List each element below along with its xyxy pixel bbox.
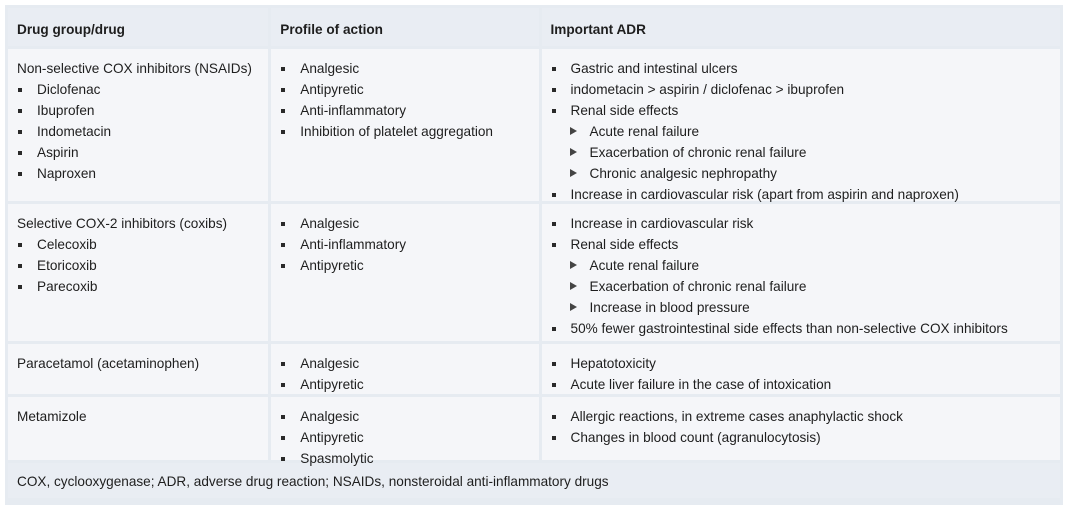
header-profile-of-action: Profile of action	[271, 8, 538, 46]
adr-cell	[542, 397, 1060, 460]
adr-subitem: Acute renal failure	[551, 121, 1051, 142]
adr-subitem: Increase in blood pressure	[551, 297, 1051, 318]
adr-subitem: Exacerbation of chronic renal failure	[551, 142, 1051, 163]
profile-list	[280, 353, 529, 395]
adr-item: Acute liver failure in the case of intoxication	[551, 374, 1051, 395]
drug-item: Ibuprofen	[17, 100, 259, 121]
adr-subitem: Acute renal failure	[551, 255, 1051, 276]
adr-item: Renal side effects	[551, 100, 1051, 121]
adr-item: Changes in blood count (agranulocytosis)	[551, 427, 1051, 448]
adr-item: Allergic reactions, in extreme cases anaphylactic shock	[551, 406, 1051, 427]
profile-list	[280, 213, 529, 276]
drug-item: Aspirin	[17, 142, 259, 163]
drug-group-cell	[8, 204, 268, 341]
drug-list	[17, 234, 259, 297]
adr-cell	[542, 49, 1060, 201]
profile-item: Antipyretic	[280, 374, 529, 395]
adr-list	[551, 353, 1051, 395]
profile-cell	[271, 397, 538, 466]
drug-group-name: Paracetamol (acetaminophen)	[17, 356, 200, 371]
adr-cell	[542, 344, 1060, 394]
drug-item: Diclofenac	[17, 79, 259, 100]
profile-item: Inhibition of platelet aggregation	[280, 121, 529, 142]
header-important-adr: Important ADR	[542, 8, 1060, 46]
adr-item: Renal side effects	[551, 234, 1051, 255]
table-footer-row	[8, 463, 1060, 498]
profile-item: Analgesic	[280, 406, 529, 427]
adr-item: Increase in cardiovascular risk (apart from aspirin and naproxen)	[551, 184, 1051, 205]
drug-item: Parecoxib	[17, 276, 259, 297]
profile-item: Analgesic	[280, 58, 529, 79]
drug-item: Naproxen	[17, 163, 259, 184]
drug-list	[17, 79, 259, 184]
profile-list	[280, 58, 529, 142]
drug-group-name: Metamizole	[17, 409, 87, 424]
profile-cell	[271, 344, 538, 394]
profile-item: Spasmolytic	[280, 448, 529, 469]
profile-list	[280, 406, 529, 469]
profile-item: Anti-inflammatory	[280, 234, 529, 255]
adr-cell	[542, 204, 1060, 341]
adr-list	[551, 406, 1051, 448]
adr-item: Increase in cardiovascular risk	[551, 213, 1051, 234]
adr-item: indometacin > aspirin / diclofenac > ibuprofen	[551, 79, 1051, 100]
drug-item: Etoricoxib	[17, 255, 259, 276]
profile-item: Analgesic	[280, 353, 529, 374]
profile-item: Anti-inflammatory	[280, 100, 529, 121]
drug-table	[5, 5, 1063, 505]
table-header-row	[8, 8, 1060, 46]
adr-item: Gastric and intestinal ulcers	[551, 58, 1051, 79]
drug-group-cell	[8, 344, 268, 394]
profile-cell	[271, 49, 538, 201]
drug-item: Indometacin	[17, 121, 259, 142]
adr-subitem: Chronic analgesic nephropathy	[551, 163, 1051, 184]
drug-group-cell	[8, 397, 268, 460]
adr-item: 50% fewer gastrointestinal side effects than non-selective COX inhibitors	[551, 318, 1051, 339]
table-row	[8, 344, 1060, 394]
footnote: COX, cyclooxygenase; ADR, adverse drug reaction; NSAIDs, nonsteroidal anti-inflammatory drugs	[8, 463, 1060, 498]
table-row	[8, 49, 1060, 201]
adr-list	[551, 213, 1051, 339]
profile-item: Analgesic	[280, 213, 529, 234]
profile-item: Antipyretic	[280, 427, 529, 448]
table-row	[8, 204, 1060, 341]
profile-item: Antipyretic	[280, 255, 529, 276]
drug-group-cell	[8, 49, 268, 201]
drug-group-name: Non-selective COX inhibitors (NSAIDs)	[17, 61, 252, 76]
table-body	[8, 49, 1060, 466]
adr-list	[551, 58, 1051, 205]
profile-cell	[271, 204, 538, 341]
header-drug-group: Drug group/drug	[8, 8, 268, 46]
profile-item: Antipyretic	[280, 79, 529, 100]
adr-subitem: Exacerbation of chronic renal failure	[551, 276, 1051, 297]
table-row	[8, 397, 1060, 466]
drug-group-name: Selective COX-2 inhibitors (coxibs)	[17, 216, 228, 231]
adr-item: Hepatotoxicity	[551, 353, 1051, 374]
drug-item: Celecoxib	[17, 234, 259, 255]
